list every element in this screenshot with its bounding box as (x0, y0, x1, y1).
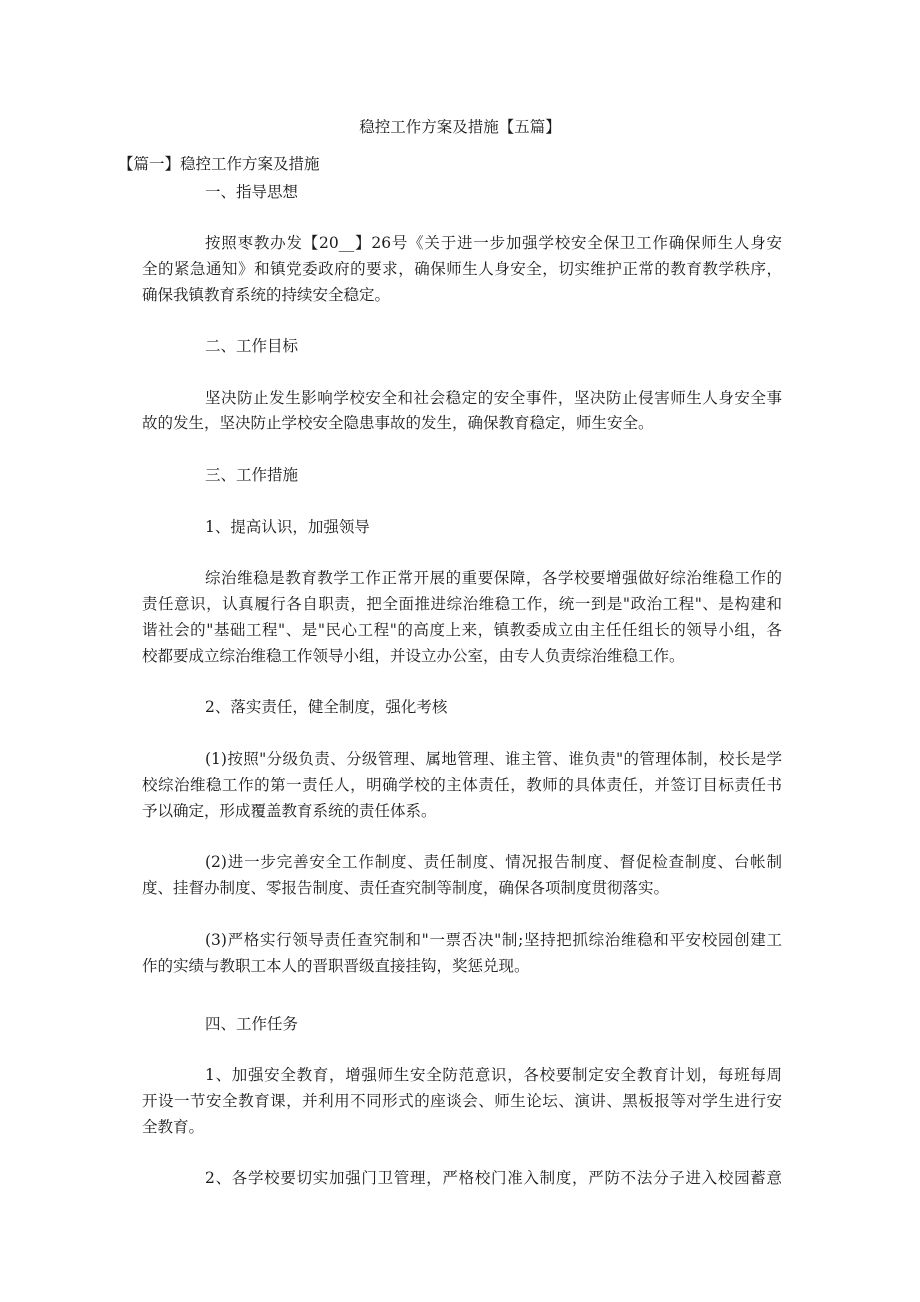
paragraph-line: 确保我镇教育系统的持续安全稳定。 (142, 286, 391, 304)
section-heading: 【篇一】稳控工作方案及措施 (118, 155, 320, 173)
heading-work-measures: 三、工作措施 (205, 466, 299, 484)
heading-work-goals: 二、工作目标 (205, 337, 299, 355)
paragraph-line: 故的发生，坚决防止学校安全隐患事故的发生，确保教育稳定，师生安全。 (142, 414, 654, 432)
heading-guiding-ideology: 一、指导思想 (205, 183, 299, 201)
paragraph-line: 全教育。 (142, 1118, 205, 1136)
heading-work-tasks: 四、工作任务 (205, 1015, 299, 1033)
paragraph-line: (3)严格实行领导责任查究制和"一票否决"制;坚持把抓综治维稳和平安校园创建工 (205, 931, 782, 949)
paragraph-line: 开设一节安全教育课，并利用不同形式的座谈会、师生论坛、演讲、黑板报等对学生进行安 (142, 1092, 782, 1110)
paragraph-line: 校综治维稳工作的第一责任人，明确学校的主体责任，教师的具体责任，并签订目标责任书 (142, 776, 782, 794)
paragraph-line: 2、各学校要切实加强门卫管理，严格校门准入制度，严防不法分子进入校园蓄意 (205, 1169, 782, 1187)
paragraph-line: 1、加强安全教育，增强师生安全防范意识，各校要制定安全教育计划，每班每周 (205, 1066, 782, 1084)
paragraph-line: 作的实绩与教职工本人的晋职晋级直接挂钩，奖惩兑现。 (142, 957, 530, 975)
paragraph-line: 谐社会的"基础工程"、是"民心工程"的高度上来，镇教委成立由主任任组长的领导小组，各 (142, 621, 782, 639)
subheading-implement-responsibility: 2、落实责任，健全制度，强化考核 (205, 698, 448, 716)
paragraph-line: 坚决防止发生影响学校安全和社会稳定的安全事件，坚决防止侵害师生人身安全事 (205, 389, 782, 407)
paragraph-line: 全的紧急通知》和镇党委政府的要求，确保师生人身安全，切实维护正常的教育教学秩序， (142, 260, 782, 278)
subheading-raise-awareness: 1、提高认识，加强领导 (205, 518, 370, 536)
paragraph-line: 按照枣教办发【20__】26号《关于进一步加强学校安全保卫工作确保师生人身安 (205, 234, 782, 252)
paragraph-line: (2)进一步完善安全工作制度、责任制度、情况报告制度、督促检查制度、台帐制 (205, 853, 782, 871)
paragraph-line: (1)按照"分级负责、分级管理、属地管理、谁主管、谁负责"的管理体制，校长是学 (205, 750, 782, 768)
document-title: 稳控工作方案及措施【五篇】 (359, 118, 561, 136)
paragraph-line: 度、挂督办制度、零报告制度、责任查究制等制度，确保各项制度贯彻落实。 (142, 879, 670, 897)
paragraph-line: 综治维稳是教育教学工作正常开展的重要保障，各学校要增强做好综治维稳工作的 (205, 569, 782, 587)
paragraph-line: 予以确定，形成覆盖教育系统的责任体系。 (142, 802, 437, 820)
paragraph-line: 责任意识，认真履行各自职责，把全面推进综治维稳工作，统一到是"政治工程"、是构建和 (142, 595, 782, 613)
paragraph-line: 校都要成立综治维稳工作领导小组，并设立办公室，由专人负责综治维稳工作。 (142, 647, 685, 665)
